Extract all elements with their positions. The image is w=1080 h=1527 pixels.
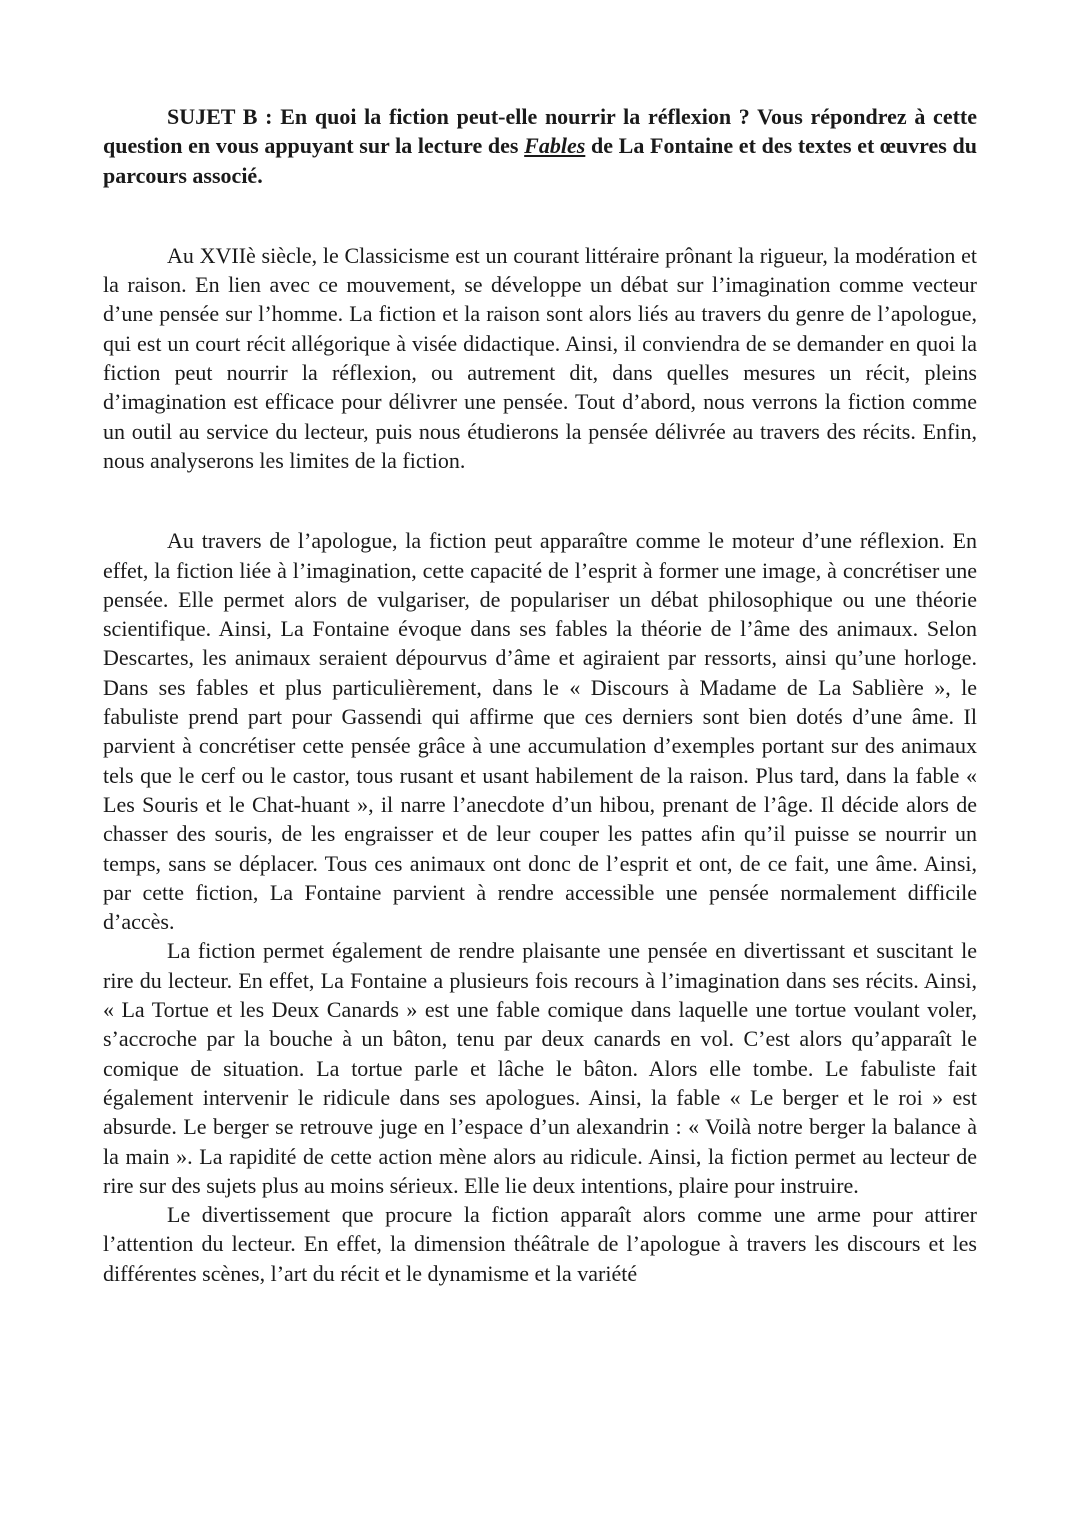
essay-subject: [103, 102, 977, 190]
subject-work-title: Fables: [524, 133, 586, 159]
development-paragraph-2: La fiction permet également de rendre plaisante une pensée en divertissant et suscitant le rire du lecteur. En effet, La Fontaine a plusieurs fois recours à l’imagination dans ses récits. Ainsi, « La Tortue et les Deux Canards » est une fable comique dans laquelle une tortue voulant voler, s’accroche par la bouche à un bâton, tenu par deux canards en vol. C’est alors qu’apparaît le comique de situation. La tortue parle et lâche le bâton. Alors elle tombe. Le fabuliste fait également intervenir le ridicule dans ses apologues. Ainsi, la fable « Le berger et le roi » est absurde. Le berger se retrouve juge en l’espace d’un alexandrin : « Voilà notre berger la balance à la main ». La rapidité de cette action mène alors au ridicule. Ainsi, la fiction permet au lecteur de rire sur des sujets plus au moins sérieux. Elle lie deux intentions, plaire pour instruire.: [103, 938, 977, 1198]
introduction-paragraph: Au XVIIè siècle, le Classicisme est un courant littéraire prônant la rigueur, la modération et la raison. En lien avec ce mouvement, se développe un débat sur l’imagination comme vecteur d’une pensée sur l’homme. La fiction et la raison sont alors liés au travers du genre de l’apologue, qui est un court récit allégorique à visée didactique. Ainsi, il conviendra de se demander en quoi la fiction peut nourrir la réflexion, ou autrement dit, dans quelles mesures un récit, pleins d’imagination est efficace pour délivrer une pensée. Tout d’abord, nous verrons la fiction comme un outil au service du lecteur, puis nous étudierons la pensée délivrée au travers des récits. Enfin, nous analyserons les limites de la fiction.: [103, 242, 977, 473]
document-page: [103, 102, 977, 1288]
development-paragraph-3: Le divertissement que procure la fiction apparaît alors comme une arme pour attirer l’attention du lecteur. En effet, la dimension théâtrale de l’apologue à travers les discours et les différentes scènes, l’art du récit et le dynamisme et la variété: [103, 1202, 977, 1286]
development-paragraph-1: Au travers de l’apologue, la fiction peut apparaître comme le moteur d’une réflexion. En effet, la fiction liée à l’imagination, cette capacité de l’esprit à former une image, à concrétiser une pensée. Elle permet alors de vulgariser, de populariser un débat philosophique ou une théorie scientifique. Ainsi, La Fontaine évoque dans ses fables la théorie de l’âme des animaux. Selon Descartes, les animaux seraient dépourvus d’âme et agiraient par ressorts, ainsi qu’une horloge. Dans ses fables et plus particulièrement, dans le « Discours à Madame de La Sablière », le fabuliste prend part pour Gassendi qui affirme que ces derniers sont bien dotés d’une âme. Il parvient à concrétiser cette pensée grâce à une accumulation d’exemples portant sur des animaux tels que le cerf ou le castor, tous rusant et usant habilement de la raison. Plus tard, dans la fable « Les Souris et le Chat-huant », il narre l’anecdote d’un hibou, prenant de l’âge. Il décide alors de chasser des souris, de les engraisser et de leur couper les pattes afin qu’il puisse se nourrir un temps, sans se déplacer. Tous ces animaux ont donc de l’esprit et ont, de ce fait, une âme. Ainsi, par cette fiction, La Fontaine parvient à rendre accessible une pensée normalement difficile d’accès.: [103, 528, 977, 935]
subject-text-start: SUJET B : En quoi la fiction peut-elle nourrir la réflexion ? Vous répondrez à cette question en vous appuyant sur la lecture des: [103, 104, 977, 159]
subject-text-end: de La Fontaine et des textes et œuvres du parcours associé.: [103, 133, 977, 188]
